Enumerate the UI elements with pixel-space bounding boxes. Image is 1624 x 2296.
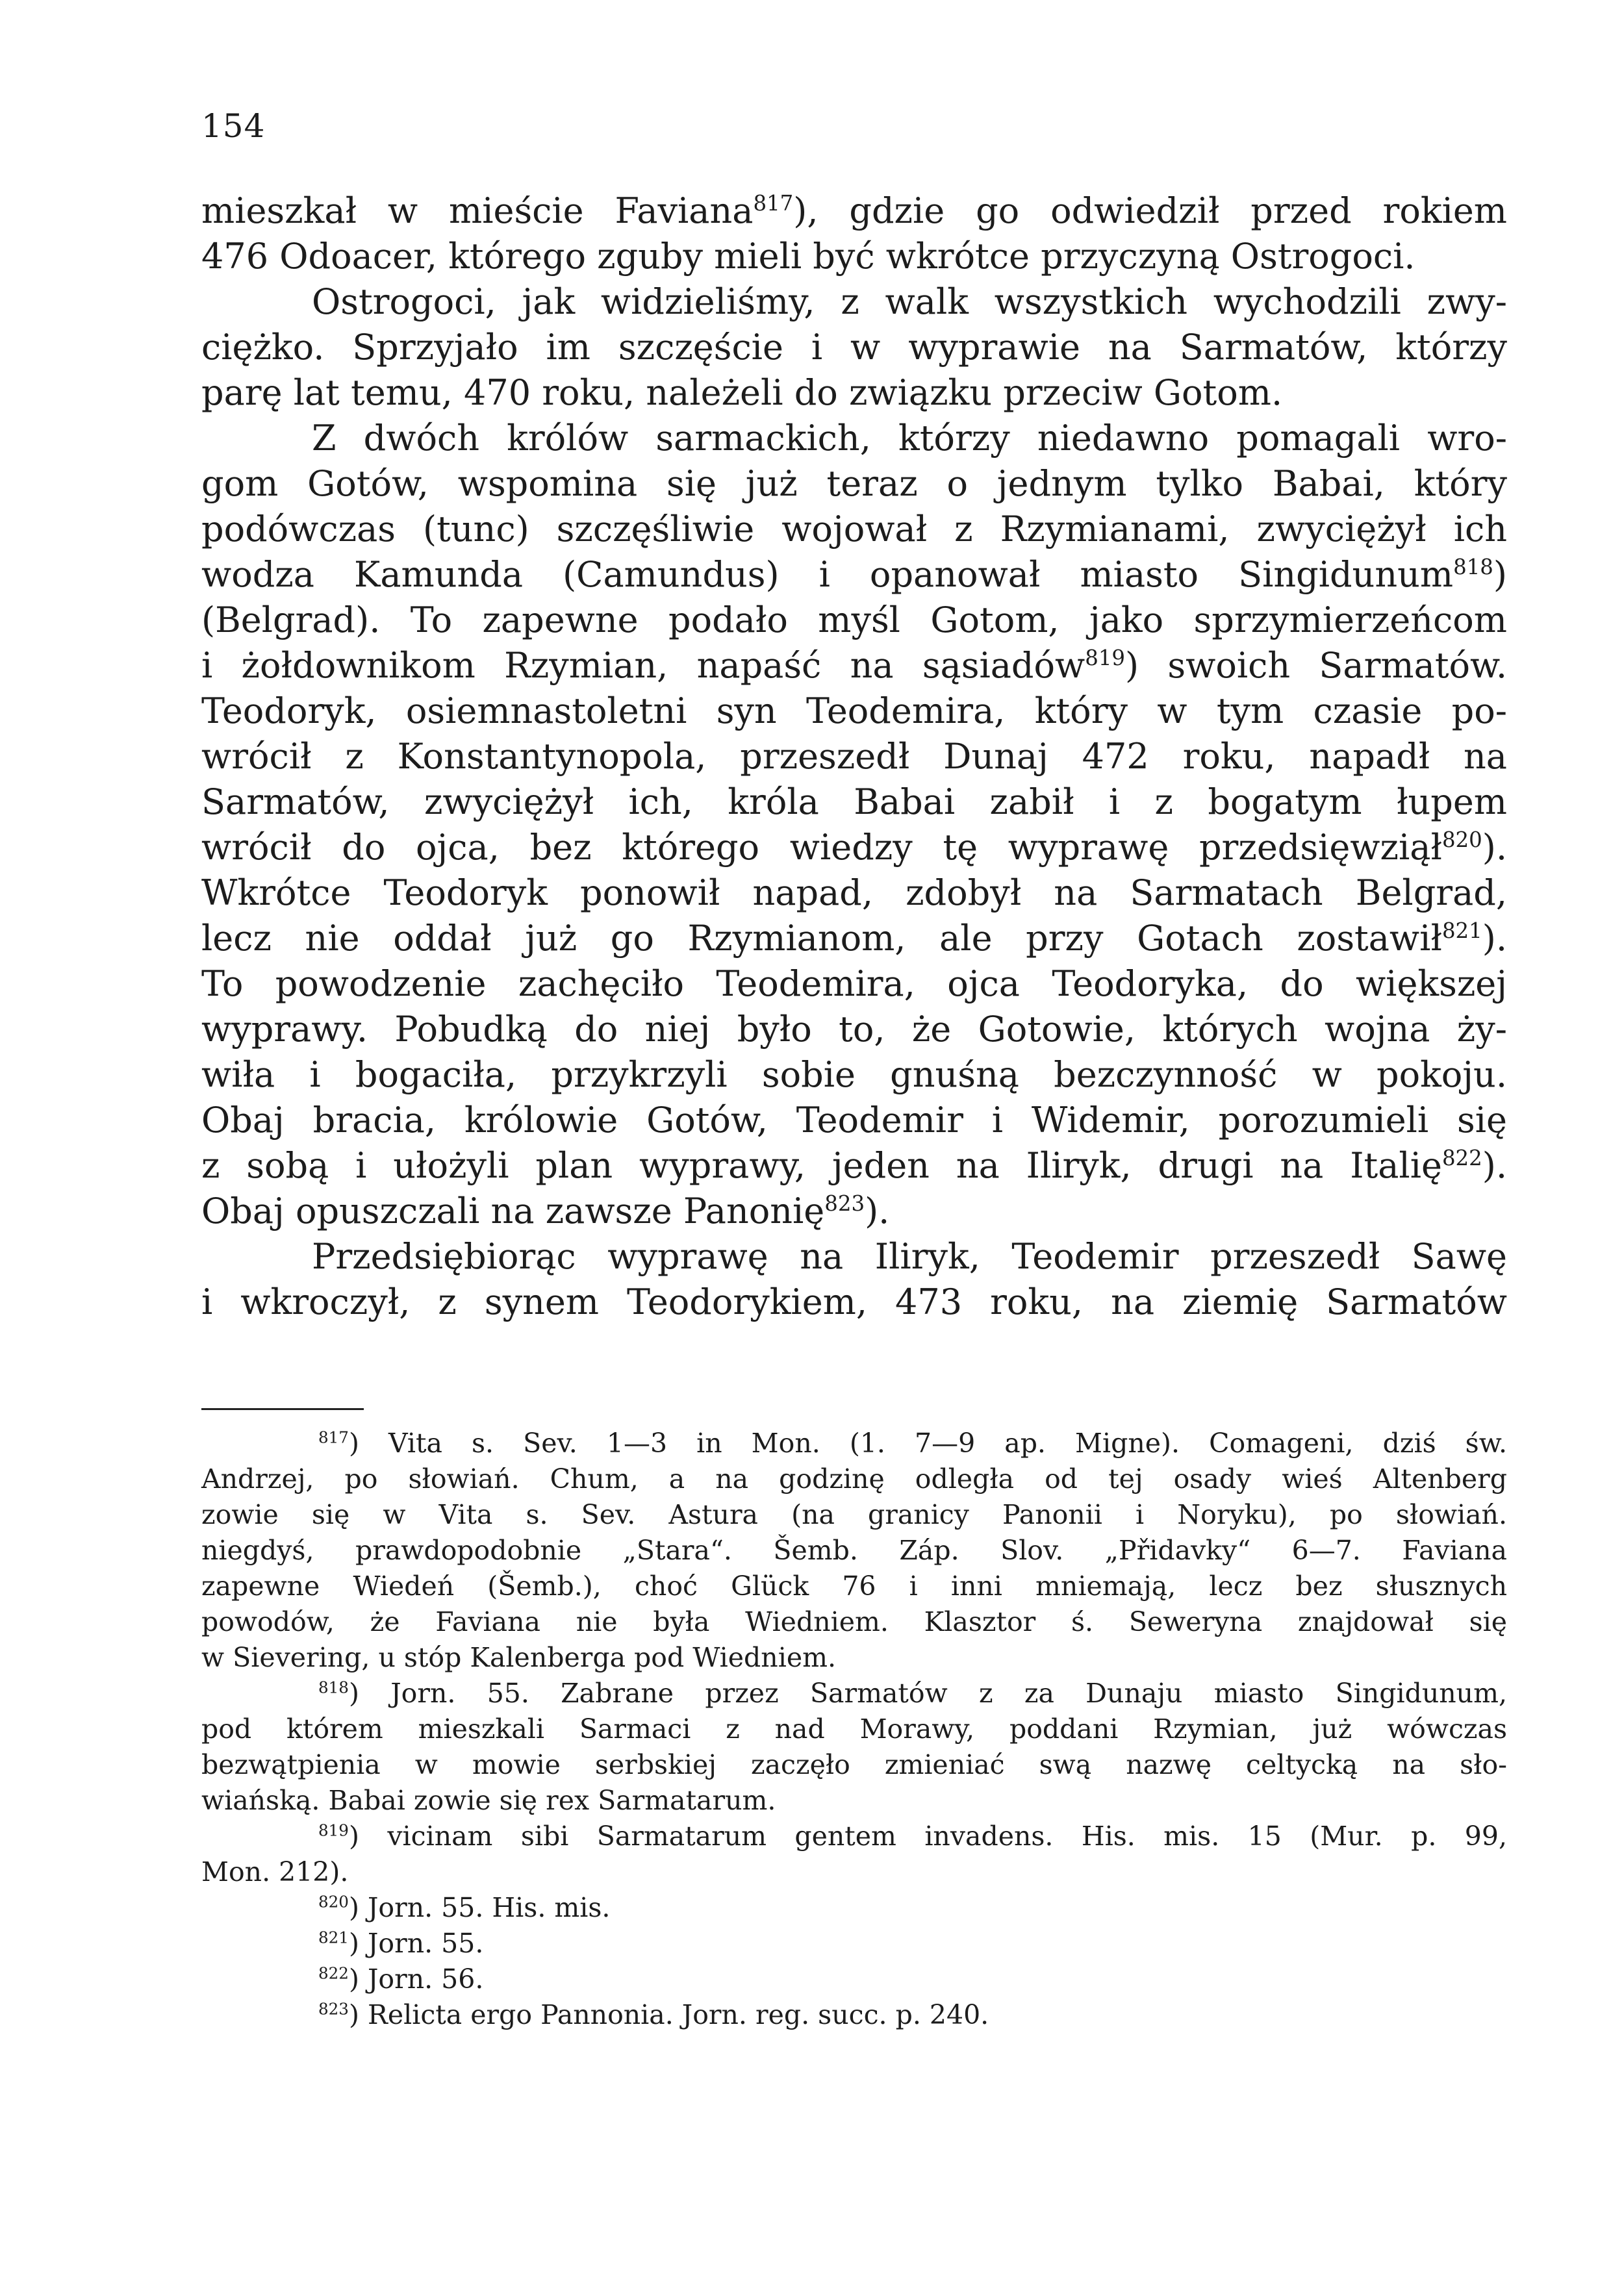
line-text: podówczas (tunc) szczęśliwie wojował z Rzymianami, zwyciężył ich [201,509,1507,549]
text-line [201,734,1507,779]
line-tail: ). [1482,918,1507,959]
text-line [201,1280,1507,1325]
line-text: mieszkał w mieście Faviana [201,190,754,231]
line-text: Mon. 212). [201,1856,349,1887]
text-line [201,279,1507,325]
line-tail: ). [1482,1145,1507,1186]
text-line [201,870,1507,916]
text-line [201,416,1507,461]
text-line [201,507,1507,552]
text-line [201,643,1507,688]
text-line [201,1007,1507,1052]
line-text: zapewne Wiedeń (Šemb.), choć Glück 76 i inni mniemają, lecz bez słusznych [201,1571,1507,1602]
line-text: powodów, że Faviana nie była Wiedniem. Klasztor ś. Seweryna znajdował się [201,1606,1507,1637]
footnote-line [201,1997,1507,2033]
text-line [201,370,1507,416]
footnote-line [201,1461,1507,1497]
line-text: Obaj bracia, królowie Gotów, Teodemir i Widemir, porozumieli się [201,1100,1507,1141]
footnote-line [201,1783,1507,1819]
footnote-line [201,1569,1507,1604]
text-line [201,1052,1507,1098]
line-text: (Belgrad). To zapewne podało myśl Gotom, jako sprzymierzeńcom [201,599,1507,640]
footnote-reference: 819 [1085,646,1126,670]
line-text: ) Jorn. 55. His. mis. [348,1892,611,1923]
text-line [201,779,1507,825]
line-text: wiańską. Babai zowie się rex Sarmatarum. [201,1785,776,1816]
line-text: i wkroczył, z synem Teodorykiem, 473 roku, na ziemię Sarmatów [201,1281,1507,1322]
footnotes [201,1426,1507,2033]
footnote-line [201,1711,1507,1747]
footnote-marker: 818 [318,1678,349,1697]
footnote-line [201,1676,1507,1711]
line-text: Wkrótce Teodoryk ponowił napad, zdobył na Sarmatach Belgrad, [201,872,1507,913]
main-text [201,188,1507,1325]
footnote-reference: 823 [824,1191,865,1216]
footnote-line [201,1604,1507,1640]
line-text: lecz nie oddał już go Rzymianom, ale przy Gotach zostawił [201,918,1442,959]
page-number: 154 [201,107,266,145]
text-line [201,188,1507,234]
line-tail: ) swoich Sarmatów. [1125,645,1508,686]
line-text: Ostrogoci, jak widzieliśmy, z walk wszystkich wychodzili zwy- [312,281,1507,322]
line-text: To powodzenie zachęciło Teodemira, ojca Teodoryka, do większej [201,963,1507,1004]
footnote-line [201,1640,1507,1676]
footnote-marker: 822 [318,1963,349,1983]
line-text: Andrzej, po słowiań. Chum, a na godzinę odległa od tej osady wieś Altenberg [201,1463,1507,1495]
line-text: z sobą i ułożyli plan wyprawy, jeden na Iliryk, drugi na Italię [201,1145,1442,1186]
text-line [201,461,1507,507]
line-text: Z dwóch królów sarmackich, którzy niedawno pomagali wro- [312,418,1507,459]
line-text: ) Jorn. 56. [348,1963,484,1995]
line-text: ciężko. Sprzyjało im szczęście i w wyprawie na Sarmatów, którzy [201,327,1507,368]
line-text: i żołdownikom Rzymian, napaść na sąsiadów [201,645,1085,686]
line-tail: ), gdzie go odwiedził przed rokiem [793,190,1508,231]
footnote-reference: 817 [753,191,794,216]
footnote-line [201,1819,1507,1854]
text-line [201,961,1507,1007]
text-line [201,688,1507,734]
text-line [201,234,1507,279]
text-line [201,1098,1507,1143]
footnote-reference: 822 [1441,1146,1482,1170]
line-text: wodza Kamunda (Camundus) i opanował miasto Singidunum [201,554,1454,595]
line-text: wrócił do ojca, bez którego wiedzy tę wyprawę przedsięwziął [201,827,1442,868]
line-text: ) vicinam sibi Sarmatarum gentem invadens. His. mis. 15 (Mur. p. 99, [348,1821,1507,1852]
text-line [201,1234,1507,1280]
footnote-line [201,1890,1507,1926]
line-text: Obaj opuszczali na zawsze Panonię [201,1191,825,1231]
footnote-line [201,1426,1507,1461]
footnote-marker: 823 [318,1999,349,2019]
line-tail: ) [1493,554,1507,595]
line-text: wiła i bogaciła, przykrzyli sobie gnuśną bezczynność w pokoju. [201,1054,1507,1095]
text-line [201,825,1507,870]
footnote-marker: 817 [318,1428,349,1447]
line-text: Teodoryk, osiemnastoletni syn Teodemira, który w tym czasie po- [201,690,1507,731]
line-text: gom Gotów, wspomina się już teraz o jednym tylko Babai, który [201,463,1507,504]
line-text: 476 Odoacer, którego zguby mieli być wkrótce przyczyną Ostrogoci. [201,236,1415,277]
line-text: wrócił z Konstantynopola, przeszedł Dunaj 472 roku, napadł na [201,736,1507,777]
line-text: ) Jorn. 55. [348,1928,484,1959]
line-text: ) Vita s. Sev. 1—3 in Mon. (1. 7—9 ap. Migne). Comageni, dziś św. [348,1428,1507,1459]
line-text: zowie się w Vita s. Sev. Astura (na granicy Panonii i Noryku), po słowiań. [201,1499,1507,1530]
line-text: ) Relicta ergo Pannonia. Jorn. reg. succ. p. 240. [348,1999,989,2030]
footnote-line [201,1497,1507,1533]
line-text: Przedsiębiorąc wyprawę na Iliryk, Teodemir przeszedł Sawę [312,1236,1507,1277]
line-text: Sarmatów, zwyciężył ich, króla Babai zabił i z bogatym łupem [201,781,1507,822]
line-text: bezwątpienia w mowie serbskiej zaczęło zmieniać swą nazwę celtycką na sło- [201,1749,1507,1780]
footnote-separator [201,1408,364,1410]
line-text: parę lat temu, 470 roku, należeli do związku przeciw Gotom. [201,372,1283,413]
footnote-marker: 819 [318,1821,349,1840]
line-tail: ). [1482,827,1507,868]
text-line [201,552,1507,598]
line-text: ) Jorn. 55. Zabrane przez Sarmatów z za Dunaju miasto Singidunum, [348,1678,1507,1709]
line-text: niegdyś, prawdopodobnie „Stara“. Šemb. Záp. Slov. „Přidavky“ 6—7. Faviana [201,1535,1507,1566]
text-line [201,1143,1507,1189]
footnote-reference: 821 [1441,918,1482,943]
footnote-line [201,1926,1507,1962]
text-line [201,1189,1507,1234]
footnote-line [201,1747,1507,1783]
line-text: w Sievering, u stóp Kalenberga pod Wiedniem. [201,1642,836,1673]
footnote-reference: 820 [1441,827,1482,852]
line-text: wyprawy. Pobudką do niej było to, że Gotowie, których wojna ży- [201,1009,1507,1050]
line-tail: ). [865,1191,890,1231]
text-line [201,916,1507,961]
footnote-marker: 820 [318,1892,349,1911]
footnote-line [201,1533,1507,1569]
footnote-reference: 818 [1453,555,1493,579]
text-line [201,598,1507,643]
text-line [201,325,1507,370]
footnote-line [201,1962,1507,1997]
footnote-marker: 821 [318,1928,349,1947]
footnote-line [201,1854,1507,1890]
line-text: pod którem mieszkali Sarmaci z nad Morawy, poddani Rzymian, już wówczas [201,1713,1507,1745]
